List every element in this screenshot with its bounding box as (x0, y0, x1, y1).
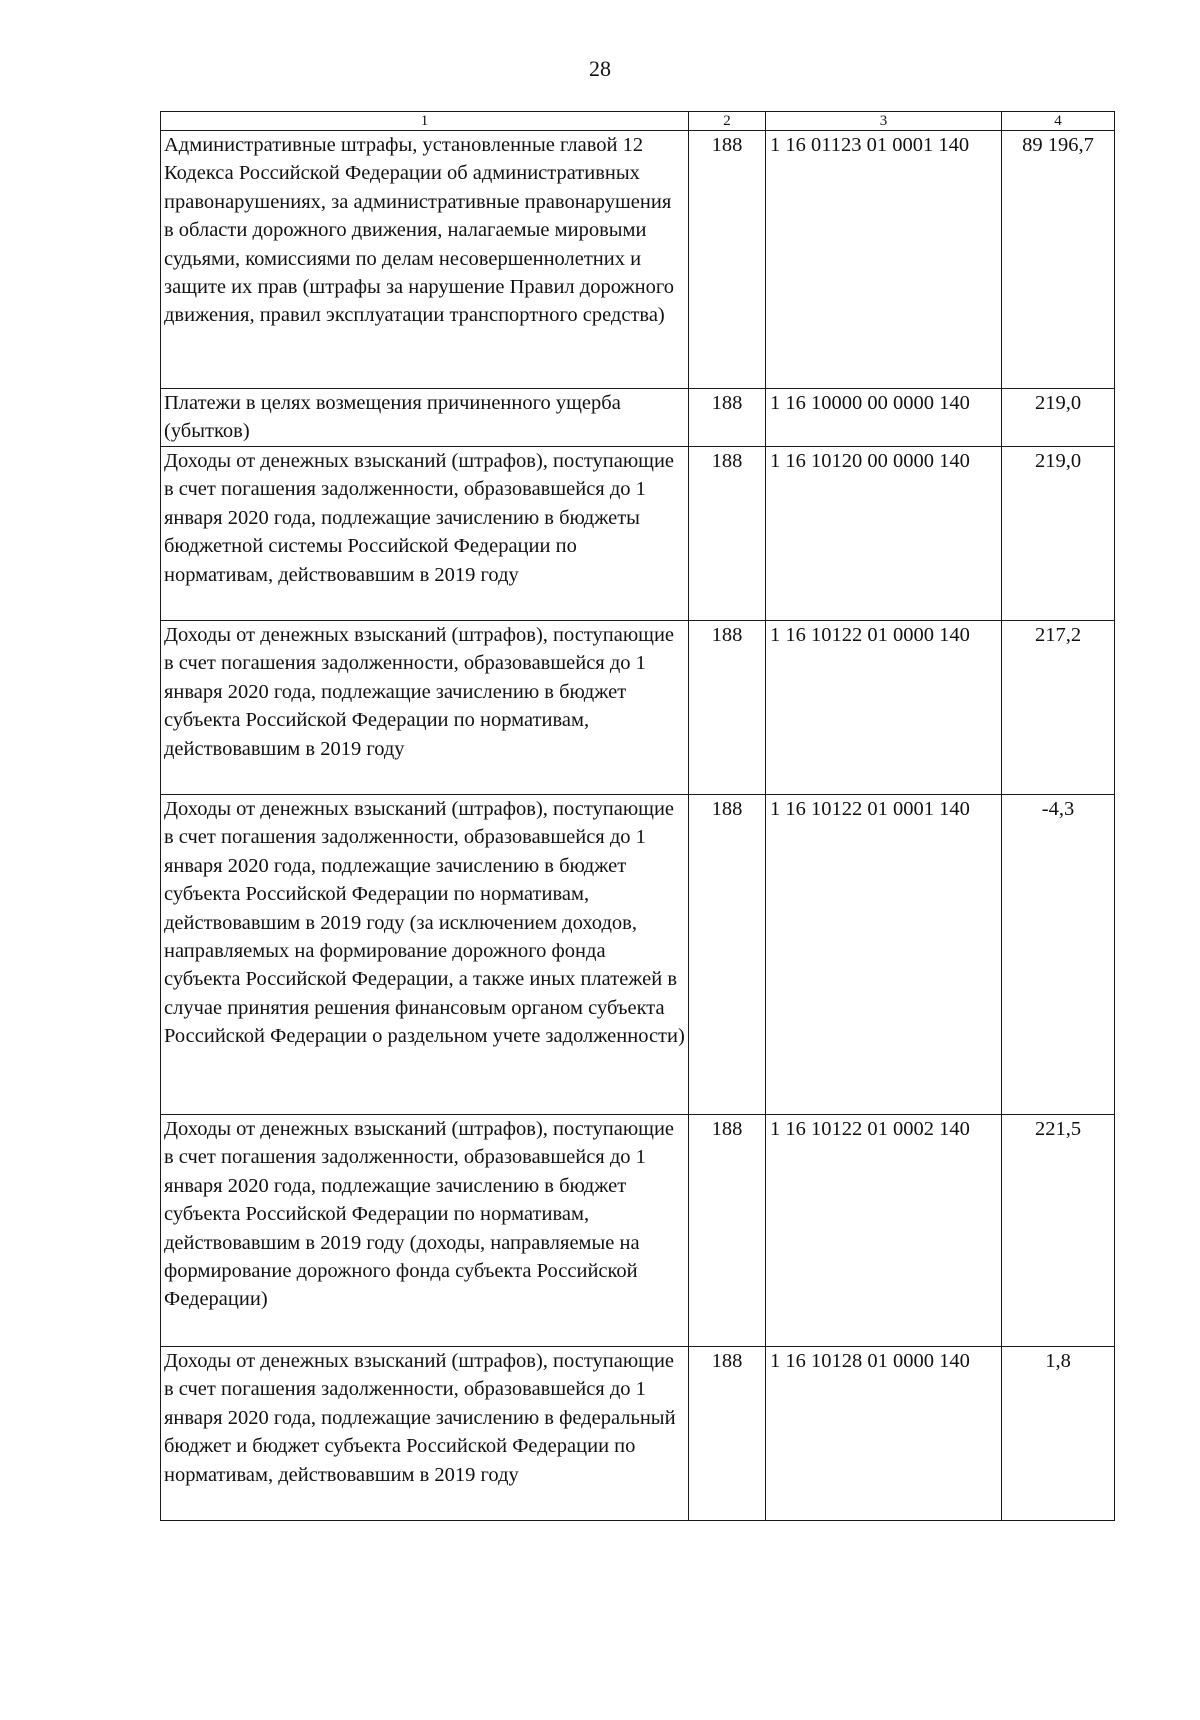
table-row (161, 795, 1115, 1115)
row-amount: 219,0 (1002, 389, 1115, 447)
row-admin-code: 188 (689, 1347, 766, 1521)
row-name: Платежи в целях возмещения причиненного ущерба (убытков) (161, 389, 689, 447)
row-amount: 89 196,7 (1002, 131, 1115, 389)
row-budget-code: 1 16 01123 01 0001 140 (766, 131, 1002, 389)
table-row (161, 131, 1115, 389)
row-admin-code: 188 (689, 1115, 766, 1347)
table-header-row (161, 112, 1115, 131)
row-admin-code: 188 (689, 795, 766, 1115)
header-col-3: 3 (766, 112, 1002, 131)
row-name: Доходы от денежных взысканий (штрафов), поступающие в счет погашения задолженности, образовавшейся до 1 января 2020 года, подлежащие зачислению в бюджет субъекта Российской Федерации по нормативам, действовавшим в 2019 году (доходы, направляемые на формирование дорожного фонда субъекта Российской Федерации) (161, 1115, 689, 1347)
revenue-table (160, 111, 1115, 1521)
row-budget-code: 1 16 10122 01 0001 140 (766, 795, 1002, 1115)
row-budget-code: 1 16 10000 00 0000 140 (766, 389, 1002, 447)
row-amount: 1,8 (1002, 1347, 1115, 1521)
row-admin-code: 188 (689, 621, 766, 795)
row-name: Доходы от денежных взысканий (штрафов), поступающие в счет погашения задолженности, образовавшейся до 1 января 2020 года, подлежащие зачислению в бюджет субъекта Российской Федерации по нормативам, действовавшим в 2019 году (за исключением доходов, направляемых на формирование дорожного фонда субъекта Российской Федерации, а также иных платежей в случае принятия решения финансовым органом субъекта Российской Федерации о раздельном учете задолженности) (161, 795, 689, 1115)
row-amount: 219,0 (1002, 447, 1115, 621)
row-admin-code: 188 (689, 389, 766, 447)
row-name: Доходы от денежных взысканий (штрафов), поступающие в счет погашения задолженности, образовавшейся до 1 января 2020 года, подлежащие зачислению в федеральный бюджет и бюджет субъекта Российской Федерации по нормативам, действовавшим в 2019 году (161, 1347, 689, 1521)
row-budget-code: 1 16 10120 00 0000 140 (766, 447, 1002, 621)
row-name: Доходы от денежных взысканий (штрафов), поступающие в счет погашения задолженности, образовавшейся до 1 января 2020 года, подлежащие зачислению в бюджет субъекта Российской Федерации по нормативам, действовавшим в 2019 году (161, 621, 689, 795)
row-budget-code: 1 16 10128 01 0000 140 (766, 1347, 1002, 1521)
row-budget-code: 1 16 10122 01 0000 140 (766, 621, 1002, 795)
page-number: 28 (589, 56, 611, 81)
table-row (161, 447, 1115, 621)
table-row (161, 621, 1115, 795)
row-name: Доходы от денежных взысканий (штрафов), поступающие в счет погашения задолженности, образовавшейся до 1 января 2020 года, подлежащие зачислению в бюджеты бюджетной системы Российской Федерации по нормативам, действовавшим в 2019 году (161, 447, 689, 621)
row-amount: -4,3 (1002, 795, 1115, 1115)
row-name: Административные штрафы, установленные главой 12 Кодекса Российской Федерации об административных правонарушениях, за административные правонарушения в области дорожного движения, налагаемые мировыми судьями, комиссиями по делам несовершеннолетних и защите их прав (штрафы за нарушение Правил дорожного движения, правил эксплуатации транспортного средства) (161, 131, 689, 389)
row-amount: 217,2 (1002, 621, 1115, 795)
header-col-2: 2 (689, 112, 766, 131)
row-admin-code: 188 (689, 447, 766, 621)
header-col-4: 4 (1002, 112, 1115, 131)
table-row (161, 1115, 1115, 1347)
table-row (161, 389, 1115, 447)
row-admin-code: 188 (689, 131, 766, 389)
row-budget-code: 1 16 10122 01 0002 140 (766, 1115, 1002, 1347)
header-col-1: 1 (161, 112, 689, 131)
row-amount: 221,5 (1002, 1115, 1115, 1347)
table-row (161, 1347, 1115, 1521)
